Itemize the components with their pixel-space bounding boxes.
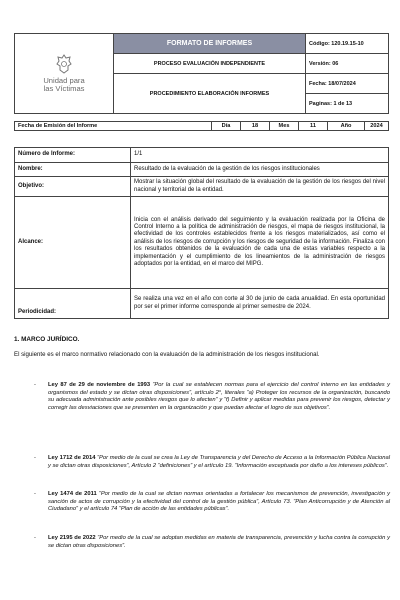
procedure-name: PROCEDIMIENTO ELABORACIÓN INFORMES bbox=[114, 74, 306, 114]
logo-line-2: las Víctimas bbox=[43, 84, 85, 93]
month-value: 11 bbox=[299, 122, 328, 131]
document-header-table bbox=[14, 33, 389, 114]
law-title: Ley 1474 de 2011 bbox=[48, 491, 97, 497]
list-item bbox=[34, 535, 390, 555]
bullet-dash: - bbox=[34, 535, 36, 541]
list-item bbox=[34, 382, 390, 455]
scope-value: Inicia con el análisis derivado del seguimiento y la evaluación realizada por la Oficina de Control Interno a la política de administración de riesgos, el mapa de riesgos institucional, la efectividad de los controles establecidos frente a los riesgos materializados, así como el análisis de los riesgos de corrupción y los riesgos de seguridad de la información. Finaliza con los resultados obtenidos de la evaluación de cada una de estas variables respecto a la implementación y el cumplimiento de los lineamientos de la administración de riesgos adoptados por la entidad, en el marco del MIPG. bbox=[131, 197, 389, 289]
section-heading: 1. MARCO JURÍDICO. bbox=[14, 336, 80, 343]
law-text: “Por medio de la cual se dictan normas orientadas a fortalecer los mecanismos de prevención, investigación y sanción de actos de corrupción y la efectividad del control de la gestión pública”, Artículo 73. “Plan Anticorrupción y de Atención al Ciudadano” y el artículo 74 “Plan de acción de las entidades públicas”. bbox=[48, 491, 390, 513]
coat-of-arms-icon bbox=[55, 54, 73, 74]
emission-date-table bbox=[14, 121, 389, 131]
section-intro: El siguiente es el marco normativo relacionado con la evaluación de la administración de los riesgos institucional. bbox=[14, 351, 320, 358]
month-label: Mes bbox=[270, 122, 299, 131]
periodicity-label: Periodicidad: bbox=[15, 289, 131, 319]
page-count: Paginas: 1 de 13 bbox=[306, 94, 389, 114]
law-text: “Por la cual se establecen normas para el ejercicio del control interno en las entidades y organismos del estado y se dictan otras disposiciones”, artículo 2°, literales “a) Proteger los recursos de la organización, buscando su adecuada administración ante posibles riesgos que lo afecten” y “f) Definir y aplicar medidas para prevenir los riesgos, detectar y corregir las desviaciones que se presenten en la organización y que puedan afectar el logro de sus objetivos”. bbox=[48, 382, 390, 411]
report-number-value: 1/1 bbox=[131, 148, 389, 163]
logo-line-1: Unidad para bbox=[43, 75, 85, 85]
report-info-table bbox=[14, 147, 389, 319]
law-title: Ley 87 de 29 de noviembre de 1993 bbox=[48, 382, 151, 388]
list-item bbox=[34, 491, 390, 535]
report-number-label: Número de Informe: bbox=[15, 148, 131, 163]
scope-label: Alcance: bbox=[15, 197, 131, 289]
format-code: Código: 120.19.15-10 bbox=[306, 34, 389, 54]
law-text: “Por medio de la cual se adoptan medidas en materia de transparencia, prevención y lucha contra la corrupción y se dictan otras disposiciones”. bbox=[48, 535, 390, 549]
day-value: 18 bbox=[241, 122, 270, 131]
process-name: PROCESO EVALUACIÓN INDEPENDIENTE bbox=[114, 54, 306, 74]
objective-value: Mostrar la situación global del resultado de la evaluación de la gestión de los riesgos del nivel nacional y territorial de la entidad. bbox=[131, 177, 389, 197]
format-date: Fecha: 18/07/2024 bbox=[306, 74, 389, 94]
logo-cell bbox=[15, 34, 114, 114]
day-label: Día bbox=[212, 122, 241, 131]
list-item bbox=[34, 455, 390, 491]
bullet-dash: - bbox=[34, 382, 36, 388]
law-list bbox=[34, 382, 390, 555]
periodicity-value: Se realiza una vez en el año con corte al 30 de junio de cada anualidad. En esta oportunidad por ser el primer informe corresponde al primer semestre de 2024. bbox=[131, 289, 389, 319]
bullet-dash: - bbox=[34, 455, 36, 461]
law-title: Ley 2195 de 2022 bbox=[48, 535, 96, 541]
objective-label: Objetivo: bbox=[15, 177, 131, 197]
year-value: 2024 bbox=[365, 122, 389, 131]
logo-text bbox=[17, 77, 111, 93]
law-text: “Por medio de la cual se crea la Ley de Transparencia y del Derecho de Acceso a la Información Pública Nacional y se dictan otras disposiciones”, Artículo 2 “definiciones” y el artículo 19. “Información exceptuada por daño a los intereses públicos”. bbox=[48, 455, 390, 469]
report-name-value: Resultado de la evaluación de la gestión de los riesgos institucionales bbox=[131, 163, 389, 177]
emission-label: Fecha de Emisión del Informe bbox=[15, 122, 212, 131]
format-title: FORMATO DE INFORMES bbox=[114, 34, 306, 54]
year-label: Año bbox=[328, 122, 365, 131]
format-version: Versión: 06 bbox=[306, 54, 389, 74]
bullet-dash: - bbox=[34, 491, 36, 497]
report-name-label: Nombre: bbox=[15, 163, 131, 177]
law-title: Ley 1712 de 2014 bbox=[48, 455, 96, 461]
